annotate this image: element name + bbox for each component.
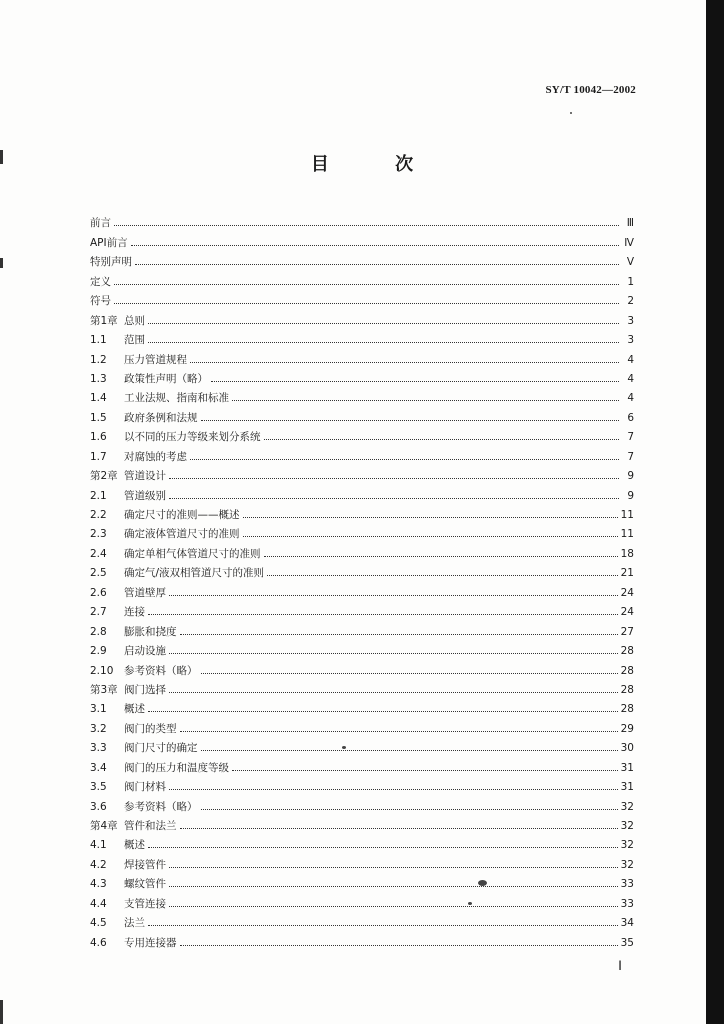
toc-entry-page: 9 [627,489,634,502]
toc-entry-number: 2.9 [90,645,107,658]
toc-entry-number: 3.1 [90,703,107,716]
toc-entry-number: 1.4 [90,392,107,405]
scan-speck [478,880,487,886]
toc-entry [90,482,634,501]
toc-entry-number: 1.5 [90,411,107,424]
toc-entry-title: 确定液体管道尺寸的准则 [124,528,240,541]
toc-entry [90,871,634,890]
toc-dot-leader [169,866,618,868]
toc-entry [90,890,634,909]
toc-entry-title: 管道级别 [124,489,166,502]
toc-entry-page: 28 [620,703,634,716]
toc-entry-page: 31 [620,781,634,794]
toc-entry-page: 11 [620,528,634,541]
toc-entry-title: 焊接管件 [124,858,166,871]
toc-entry-number: 1.6 [90,431,107,444]
toc-entry-page: 4 [627,392,634,405]
toc-dot-leader [169,885,618,887]
toc-entry-title: 定义 [90,275,111,288]
toc-entry [90,715,634,734]
toc-dot-leader [180,730,618,732]
toc-entry-title: 管件和法兰 [124,820,177,832]
toc-entry-title: 专用连接器 [124,936,177,949]
toc-entry-title: 连接 [124,606,145,619]
toc-entry-page: 28 [620,645,634,658]
toc-entry-number: 4.2 [90,858,107,871]
toc-dot-leader [169,788,618,790]
toc-entry [90,502,634,521]
toc-entry-page: 33 [620,878,634,891]
toc-dot-leader [169,691,618,693]
toc-entry-number: 4.3 [90,878,107,891]
page-number: Ⅰ [618,958,622,973]
toc-entry-number: 1.2 [90,353,107,366]
toc-entry-title: 总则 [124,314,145,327]
toc-entry [90,579,634,598]
toc-dot-leader [114,224,619,226]
toc-entry-number: 4.4 [90,897,107,910]
toc-entry-title: 螺纹管件 [124,878,166,891]
toc-entry-page: 33 [620,897,634,910]
toc-dot-leader [169,652,618,654]
toc-entry [90,910,634,929]
toc-entry-page: 7 [627,431,634,444]
toc-dot-leader [148,846,618,848]
toc-entry-title: 前言 [90,217,111,230]
scan-speck [570,112,572,114]
toc-entry-number: 1.1 [90,334,107,347]
toc-entry [90,346,634,365]
toc-entry [90,657,634,676]
toc-dot-leader [148,613,618,615]
toc-entry-title: 政府条例和法规 [124,411,198,424]
toc-dot-leader [169,477,619,479]
toc-entry-page: 18 [620,547,634,560]
toc-entry-title: 对腐蚀的考虑 [124,450,187,463]
toc-entry [90,832,634,851]
toc-entry-title: 膨胀和挠度 [124,625,177,638]
toc-entry-title: 阀门选择 [124,683,166,696]
toc-entry-number: 4.6 [90,936,107,949]
toc-entry-page: 7 [627,450,634,463]
scan-mark [0,258,3,268]
toc-entry-number: 4.5 [90,917,107,930]
toc-dot-leader [148,924,618,926]
toc-entry-page: 24 [620,586,634,599]
toc-entry [90,599,634,618]
toc-entry-number: 第1章 [90,314,118,327]
toc-entry-number: 3.4 [90,761,107,774]
toc-entry-title: 范围 [124,334,145,347]
toc-dot-leader [135,263,619,265]
toc-entry-page: 4 [627,353,634,366]
toc-entry-title: 以不同的压力等级来划分系统 [124,431,261,444]
toc-dot-leader [264,438,620,440]
toc-dot-leader [180,827,618,829]
toc-dot-leader [180,633,618,635]
table-of-contents [90,210,634,949]
toc-dot-leader [201,808,618,810]
toc-entry-title: 工业法规、指南和标准 [124,392,229,405]
toc-entry [90,774,634,793]
toc-entry-title: 支管连接 [124,897,166,910]
toc-entry-number: 2.3 [90,528,107,541]
toc-dot-leader [201,672,618,674]
toc-entry-title: 概述 [124,839,145,852]
toc-entry-title: 特别声明 [90,256,132,269]
toc-entry [90,307,634,326]
scan-speck [342,746,346,749]
toc-dot-leader [131,244,619,246]
toc-entry [90,638,634,657]
toc-dot-leader [243,535,618,537]
toc-entry-number: 2.7 [90,606,107,619]
toc-entry-page: 32 [620,820,634,832]
toc-entry-page: 27 [620,625,634,638]
toc-entry [90,463,634,482]
toc-entry-title: 确定气/液双相管道尺寸的准则 [124,567,265,580]
toc-entry [90,424,634,443]
toc-entry-page: 29 [620,722,634,735]
toc-dot-leader [148,710,618,712]
toc-entry [90,735,634,754]
toc-entry-number: 2.2 [90,509,107,521]
toc-entry [90,618,634,637]
toc-dot-leader [201,749,618,751]
toc-entry-number: 第4章 [90,820,118,832]
toc-entry [90,696,634,715]
toc-dot-leader [114,283,619,285]
toc-entry-title: 符号 [90,295,111,308]
toc-entry [90,677,634,696]
scan-mark [0,1000,3,1024]
toc-entry-page: 4 [627,372,634,385]
toc-entry-page: 2 [627,295,634,308]
toc-dot-leader [190,458,619,460]
toc-entry [90,268,634,287]
toc-entry-page: 28 [620,683,634,696]
toc-dot-leader [169,594,618,596]
toc-entry-page: Ⅴ [626,256,634,269]
scan-speck [468,902,472,905]
toc-entry [90,327,634,346]
toc-entry [90,851,634,870]
toc-entry-number: 3.3 [90,742,107,755]
toc-entry [90,560,634,579]
toc-dot-leader [190,361,619,363]
toc-entry [90,754,634,773]
toc-dot-leader [232,399,619,401]
toc-entry-title: 启动设施 [124,645,166,658]
toc-dot-leader [180,944,618,946]
toc-entry-page: 11 [620,509,634,521]
toc-entry-page: 1 [627,275,634,288]
toc-entry-title: 阀门材料 [124,781,166,794]
toc-entry [90,385,634,404]
toc-entry-number: 3.5 [90,781,107,794]
toc-entry-title: 管道壁厚 [124,586,166,599]
toc-entry-number: 1.3 [90,372,107,385]
toc-dot-leader [114,302,619,304]
toc-entry-title: 压力管道规程 [124,353,187,366]
toc-entry-number: 1.7 [90,450,107,463]
toc-entry-number: 3.2 [90,722,107,735]
toc-entry-page: 32 [620,800,634,813]
toc-entry-number: 4.1 [90,839,107,852]
toc-entry-page: 6 [627,411,634,424]
toc-entry-number: 2.1 [90,489,107,502]
toc-entry-number: 第3章 [90,683,118,696]
toc-entry-title: 概述 [124,703,145,716]
toc-dot-leader [243,516,618,518]
toc-entry [90,249,634,268]
toc-entry [90,813,634,832]
toc-dot-leader [148,341,619,343]
toc-entry-title: 阀门尺寸的确定 [124,742,198,755]
toc-entry-page: 30 [620,742,634,755]
toc-entry-number: 2.6 [90,586,107,599]
toc-entry-page: 34 [620,917,634,930]
toc-entry-page: Ⅲ [626,217,634,230]
toc-entry [90,929,634,948]
toc-entry-page: 35 [620,936,634,949]
toc-entry [90,366,634,385]
toc-entry-title: 阀门的压力和温度等级 [124,761,229,774]
toc-entry-number: 2.10 [90,664,114,677]
toc-entry [90,443,634,462]
toc-entry-page: 21 [620,567,634,580]
toc-entry [90,288,634,307]
toc-dot-leader [264,555,618,557]
toc-entry-title: 阀门的类型 [124,722,177,735]
toc-entry-number: 2.4 [90,547,107,560]
toc-dot-leader [211,380,619,382]
toc-entry-page: 28 [620,664,634,677]
toc-entry-title: 确定单相气体管道尺寸的准则 [124,547,261,560]
toc-entry-title: 管道设计 [124,470,166,483]
toc-dot-leader [232,769,618,771]
toc-entry-page: 32 [620,858,634,871]
page-title: 目 次 [310,154,444,175]
toc-entry-page: 3 [627,334,634,347]
toc-entry-number: 3.6 [90,800,107,813]
toc-entry-title: 确定尺寸的准则——概述 [124,509,240,521]
toc-entry-page: 24 [620,606,634,619]
toc-entry-page: 31 [620,761,634,774]
toc-entry [90,229,634,248]
toc-dot-leader [169,497,619,499]
toc-entry-page: 9 [627,470,634,483]
toc-entry [90,793,634,812]
toc-entry [90,540,634,559]
toc-entry-number: 第2章 [90,470,118,483]
toc-entry-page: Ⅳ [624,236,634,249]
toc-entry-title: 参考资料（略） [124,664,198,677]
toc-entry-page: 32 [620,839,634,852]
toc-dot-leader [201,419,620,421]
toc-entry-title: 参考资料（略） [124,800,198,813]
toc-entry-title: 法兰 [124,917,145,930]
toc-entry-title: 政策性声明（略） [124,372,208,385]
toc-entry [90,521,634,540]
toc-entry [90,210,634,229]
toc-entry [90,404,634,423]
toc-dot-leader [169,905,618,907]
toc-dot-leader [267,574,618,576]
toc-entry-title: API前言 [90,236,128,249]
standard-code: SY/T 10042—2002 [545,84,636,96]
toc-entry-number: 2.5 [90,567,107,580]
toc-dot-leader [148,322,619,324]
toc-entry-page: 3 [627,314,634,327]
toc-entry-number: 2.8 [90,625,107,638]
